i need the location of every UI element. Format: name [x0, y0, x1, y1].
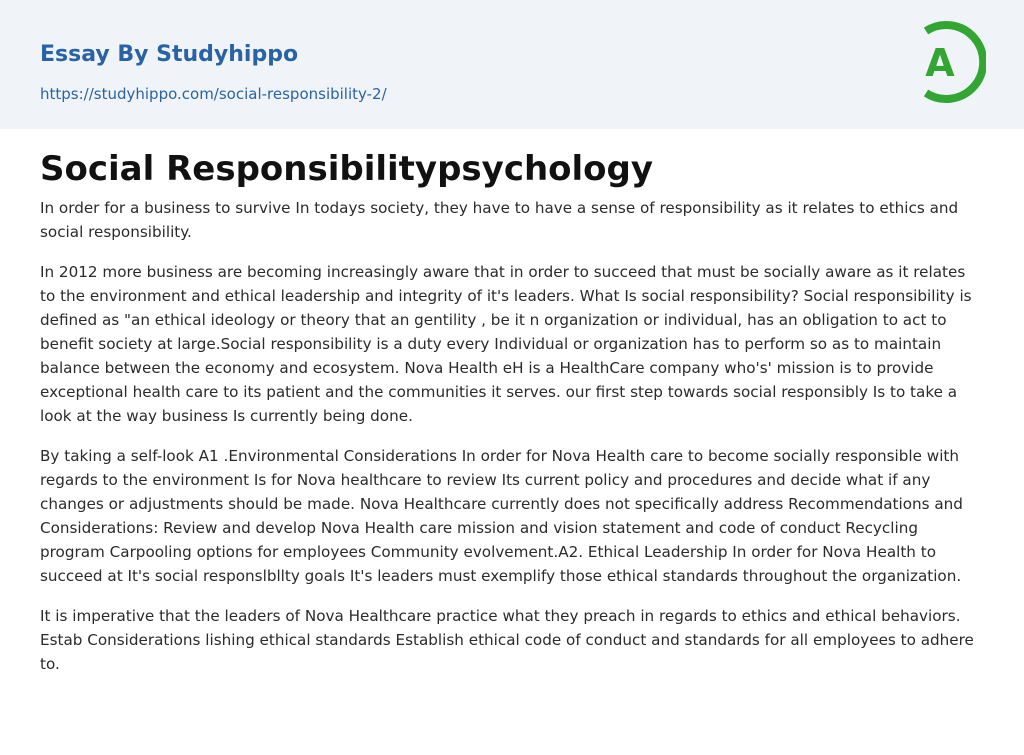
logo-letter: A — [925, 41, 955, 85]
studyhippo-logo-icon[interactable] — [912, 18, 986, 106]
essay-paragraph: In 2012 more business are becoming increasingly aware that in order to succeed that must be socially aware as it relates to the environment and ethical leadership and integrity of it's leaders. What Is social responsibility? Social responsibility is defined as "an ethical ideology or theory that an gentility , be it n organization or individual, has an obligation to act to benefit society at large.Social responsibility is a duty every Individual or organization has to perform so as to maintain balance between the economy and ecosystem. Nova Health eH is a HealthCare company who's' mission is to provide exceptional health care to its patient and the communities it serves. our first step towards social responsibly Is to take a look at the way business Is currently being done. — [40, 263, 972, 425]
essay-paragraph: It is imperative that the leaders of Nova Healthcare practice what they preach in regards to ethics and ethical behaviors. Estab Considerations lishing ethical standards Establish ethical code of conduct and standards for all employees to adhere to. — [40, 607, 974, 673]
site-header — [0, 0, 1024, 129]
essay-paragraph: In order for a business to survive In todays society, they have to have a sense of responsibility as it relates to ethics and social responsibility. — [40, 199, 959, 241]
essay-content — [40, 148, 984, 692]
essay-title: Social Responsibilitypsychology — [40, 149, 654, 189]
source-url-link[interactable]: https://studyhippo.com/social-responsibility-2/ — [40, 85, 387, 103]
essay-paragraph: By taking a self-look A1 .Environmental Considerations In order for Nova Health care to become socially responsible with regards to the environment Is for Nova healthcare to review Its current policy and procedures and decide what if any changes or adjustments should be made. Nova Healthcare currently does not specifically address Recommendations and Considerations: Review and develop Nova Health care mission and vision statement and code of conduct Recycling program Carpooling options for employees Community evolvement.A2. Ethical Leadership In order for Nova Health to succeed at It's social responslbllty goals It's leaders must exemplify those ethical standards throughout the organization. — [40, 447, 963, 585]
brand-title[interactable]: Essay By Studyhippo — [40, 42, 299, 67]
